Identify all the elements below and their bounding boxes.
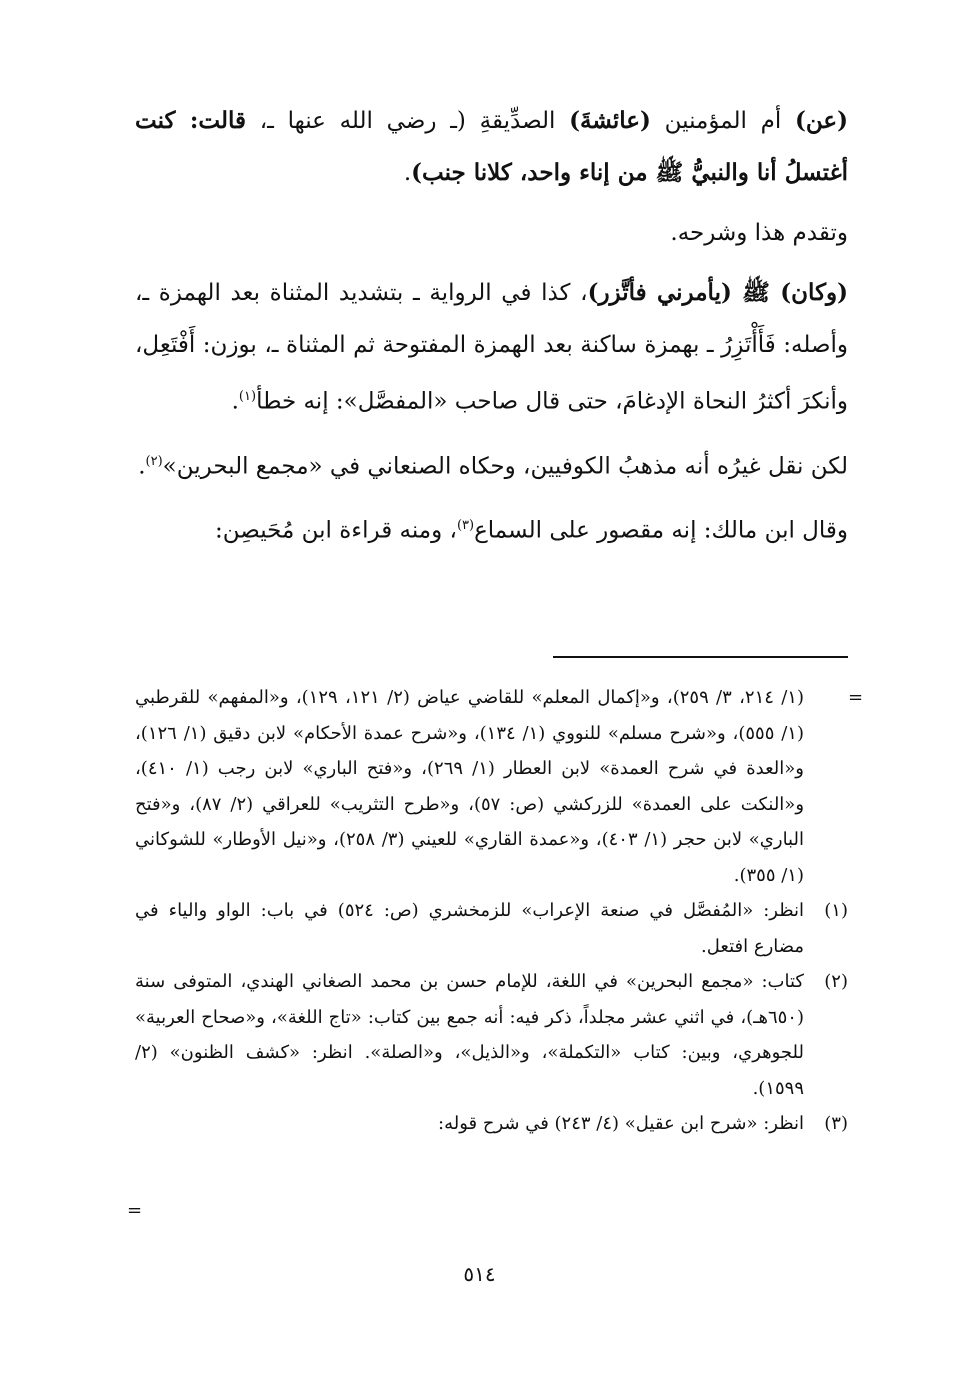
text-segment: وقال ابن مالك: إنه مقصور على السماع [474, 517, 848, 544]
main-text [135, 95, 848, 565]
footnote-3 [135, 1106, 848, 1142]
footnote-ref: (٢) [145, 453, 163, 469]
footnote-1 [135, 893, 848, 964]
text-segment: . [403, 160, 412, 186]
footnote-separator [553, 656, 848, 658]
footnote-number: (٢) [824, 971, 848, 992]
continuation-mark-bottom: = [127, 1200, 143, 1221]
footnote-ref: (١) [238, 389, 257, 404]
text-segment: . [231, 388, 239, 415]
paragraph-note: وتقدم هذا وشرحه. [670, 220, 848, 246]
text-segment: لكن نقل غيرُه أنه مذهبُ الكوفيين، وحكاه الصنعاني في «مجمع البحرين» [162, 453, 848, 480]
bold-an: (عن) [794, 107, 848, 134]
paragraph-kufi [135, 436, 848, 493]
text-segment: ، ومنه قراءة ابن مُحَيصِن: [215, 517, 457, 544]
paragraph-hadith [135, 95, 848, 199]
footnote-continuation: (١/ ٢١٤، ٣/ ٢٥٩)، و«إكمال المعلم» للقاضي عياض (٢/ ١٢١، ١٢٩)، و«المفهم» للقرطبي (١/ ٥٥٥)، و«شرح مسلم» للنووي (١/ ١٣٤)، و«شرح عمدة الأحكام» لابن دقيق (١/ ١٢٦)، و«العدة في شرح العمدة» لابن العطار (١/ ٢٦٩)، و«فتح الباري» لابن رجب (١/ ٤١٠)، و«النكت على العمدة» للزركشي (ص: ٥٧)، و«طرح التثريب» للعراقي (٢/ ٨٧)، و«فتح الباري» لابن حجر (١/ ٤٠٣)، و«عمدة القاري» للعيني (٣/ ٢٥٨)، و«نيل الأوطار» للشوكاني (١/ ٣٥٥). [135, 687, 805, 886]
footnote-number: (١) [824, 900, 848, 921]
footnote-text: انظر: «شرح ابن عقيل» (٤/ ٢٤٣) في شرح قوله: [438, 1113, 804, 1134]
bold-aisha: (عائشةَ) [569, 107, 651, 134]
bold-hadith-text: (وكان) ﷺ (يأمرني فأتَّزر) [587, 279, 849, 306]
continuation-mark-top: = [848, 687, 864, 708]
page-number: ٥١٤ [463, 1262, 496, 1286]
footnote-2 [135, 964, 848, 1106]
footnote-text: كتاب: «مجمع البحرين» في اللغة، للإمام حسن بن محمد الصغاني الهندي، المتوفى سنة (٦٥٠هـ)، في اثني عشر مجلداً، ذكر فيه: أنه جمع بين كتاب: «تاج اللغة»، و«صحاح العربية» للجوهري، وبين: كتاب «التكملة»، و«الذيل»، و«الصلة». انظر: «كشف الظنون» (٢/ ١٥٩٩). [135, 971, 804, 1099]
paragraph-explanation [135, 267, 848, 428]
text-segment: . [138, 453, 146, 480]
footnotes [135, 680, 848, 1142]
footnote-text: انظر: «المُفصَّل في صنعة الإعراب» للزمخشري (ص: ٥٢٤) في باب: الواو والياء في مضارع افتعل. [135, 900, 804, 957]
bold-hadith-text: قالت: كنت أغتسلُ أنا والنبيُّ ﷺ من إناء واحد، كلانا جنب) [135, 107, 848, 186]
paragraph-ibn-malik [135, 500, 848, 557]
footnote-number: (٣) [824, 1113, 848, 1134]
text-segment: الصدِّيقةِ (ـ رضي الله عنها ـ، [245, 108, 570, 134]
text-segment: ، كذا في الرواية ـ بتشديد المثناة بعد الهمزة ـ، وأصله: فَأَأْتَزِرُ ـ بهمزة ساكنة بعد الهمزة المفتوحة ثم المثناة ـ، بوزن: أَفْتَعِل، وأنكرَ أكثرُ النحاة الإدغامَ، حتى قال صاحب «المفصَّل»: إنه خطأ [135, 280, 848, 415]
footnote-ref: (٣) [456, 518, 475, 534]
text-segment: أم المؤمنين [650, 108, 795, 134]
